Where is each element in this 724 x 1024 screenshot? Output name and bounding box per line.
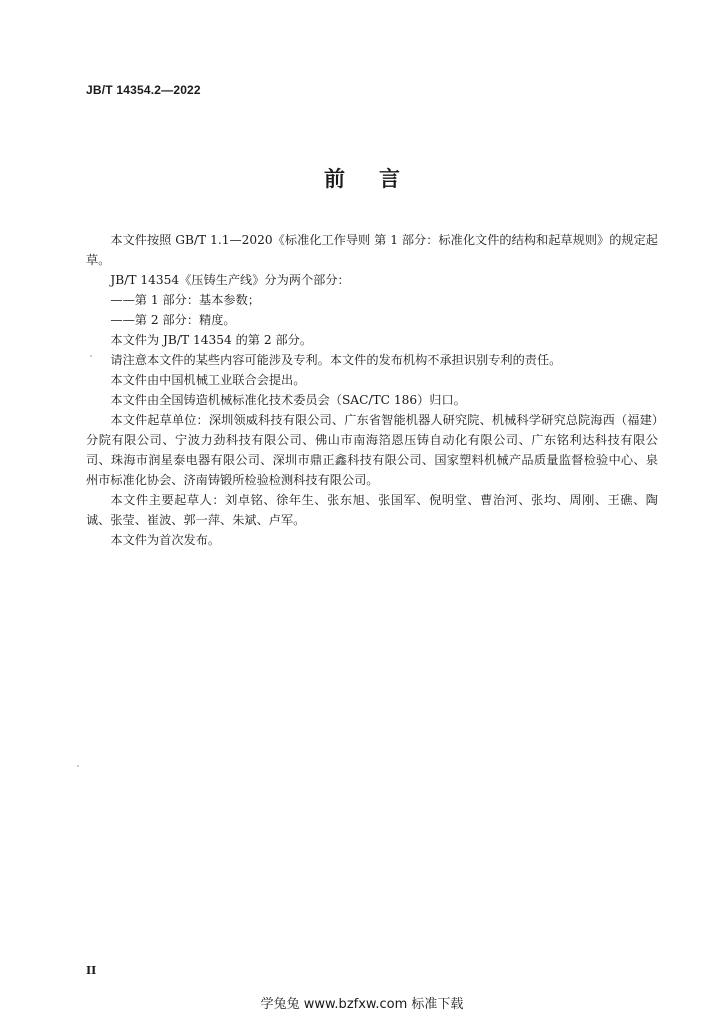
- title-char-2: 言: [379, 167, 400, 191]
- section-title: [0, 163, 724, 193]
- scan-speck: [77, 765, 79, 767]
- foreword-body: [86, 230, 658, 550]
- document-code: JB/T 14354.2—2022: [86, 83, 201, 97]
- paragraph-parts-intro: JB/T 14354《压铸生产线》分为两个部分：: [110, 273, 350, 287]
- paragraph-centralized-by: 本文件由全国铸造机械标准化技术委员会（SAC/TC 186）归口。: [110, 393, 466, 407]
- paragraph-first-release: 本文件为首次发布。: [110, 533, 221, 547]
- list-item-part-1: ——第 1 部分：基本参数；: [110, 293, 260, 307]
- title-char-1: 前: [324, 167, 345, 191]
- paragraph-this-part: 本文件为 JB/T 14354 的第 2 部分。: [110, 333, 313, 347]
- paragraph-proposed-by: 本文件由中国机械工业联合会提出。: [110, 373, 306, 387]
- paragraph-drafting-units: 本文件起草单位：深圳领威科技有限公司、广东省智能机器人研究院、机械科学研究总院海西（福建）分院有限公司、宁波力劲科技有限公司、佛山市南海箔恩压铸自动化有限公司、广东铭利达科技有限公司、珠海市润星泰电器有限公司、深圳市鼎正鑫科技有限公司、国家塑料机械产品质量监督检验中心、泉州市标准化协会、济南铸锻所检验检测科技有限公司。: [86, 413, 658, 487]
- paragraph-drafters: 本文件主要起草人：刘卓铭、徐年生、张东旭、张国军、倪明堂、曹治河、张均、周刚、王礁、陶诚、张莹、崔波、郭一萍、朱斌、卢军。: [86, 493, 658, 527]
- paragraph-patent-notice: 请注意本文件的某些内容可能涉及专利。本文件的发布机构不承担识别专利的责任。: [110, 353, 562, 367]
- page-number: II: [86, 964, 97, 977]
- watermark-footer: 学兔兔 www.bzfxw.com 标准下载: [260, 997, 464, 1012]
- scan-speck: [90, 355, 92, 357]
- list-item-part-2: ——第 2 部分：精度。: [110, 313, 236, 327]
- paragraph-drafting-rules: 本文件按照 GB/T 1.1—2020《标准化工作导则 第 1 部分：标准化文件的结构和起草规则》的规定起草。: [86, 233, 658, 267]
